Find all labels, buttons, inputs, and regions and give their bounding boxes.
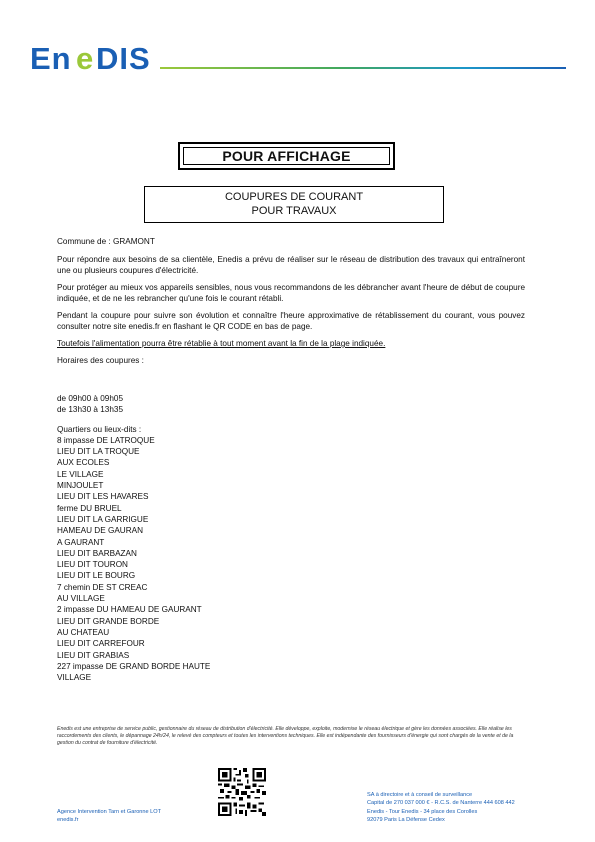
- lieu-item: 7 chemin DE ST CREAC: [57, 582, 148, 592]
- coupures-title-line1: COUPURES DE COURANT: [224, 191, 364, 203]
- lieu-item: LIEU DIT GRABIAS: [57, 650, 130, 660]
- svg-text:En: En: [30, 41, 72, 76]
- agence-info: [57, 808, 161, 824]
- footer-note: Enedis est une entreprise de service public, gestionnaire du réseau de distribution d'électricité. Elle développe, exploite, modernise le réseau électrique et gère les données associées. Elle réalise les raccordements des clients, le dépannage 24h/24, le relevé des compteurs et toutes les interventions techniques. Elle est indépendante des fournisseurs d'énergie qui sont chargés de la vente et de la gestion du contrat de fourniture d'électricité.: [57, 726, 514, 746]
- warning-text: Toutefois l'alimentation pourra être rétablie à tout moment avant la fin de la plage indiquée.: [57, 339, 386, 348]
- company-line: Capital de 270 037 000 € - R.C.S. de Nanterre 444 608 442: [367, 800, 515, 807]
- lieux-list: [57, 424, 525, 684]
- lieu-item: AU VILLAGE: [57, 594, 105, 604]
- lieu-item: LIEU DIT BARBAZAN: [57, 548, 137, 558]
- notice-body: [57, 236, 525, 683]
- lieu-item: LIEU DIT LA TROQUE: [57, 447, 140, 457]
- lieux-title: Quartiers ou lieux-dits :: [57, 424, 142, 434]
- svg-text:e: e: [76, 41, 94, 76]
- lieu-item: LE VILLAGE: [57, 469, 104, 479]
- coupures-box: [144, 186, 444, 223]
- company-info: [367, 791, 515, 824]
- agence-name: Agence Intervention Tarn et Garonne LOT: [57, 809, 162, 815]
- lieu-item: VILLAGE: [57, 673, 92, 683]
- lieu-item: AU CHATEAU: [57, 627, 110, 637]
- agence-website-link[interactable]: enedis.fr: [57, 817, 79, 823]
- lieu-item: 2 impasse DU HAMEAU DE GAURANT: [57, 605, 202, 615]
- header-rule: [160, 67, 566, 69]
- horaire-item: de 09h00 à 09h05: [57, 394, 124, 403]
- company-line: SA à directoire et à conseil de surveillance: [367, 792, 473, 798]
- company-line: 92079 Paris La Défense Cedex: [367, 816, 445, 823]
- pour-affichage-title: POUR AFFICHAGE: [222, 148, 351, 164]
- lieu-item: LIEU DIT CARREFOUR: [57, 639, 145, 649]
- company-line: Enedis - Tour Enedis - 34 place des Corolles: [367, 808, 478, 815]
- lieu-item: 227 impasse DE GRAND BORDE HAUTE: [57, 661, 211, 671]
- lieu-item: HAMEAU DE GAURAN: [57, 526, 143, 536]
- horaires-list: [57, 393, 525, 416]
- commune: Commune de : GRAMONT: [57, 237, 155, 246]
- paragraph-intro: Pour répondre aux besoins de sa clientèle, Enedis a prévu de réaliser sur le réseau de distribution des travaux qui entraîneront une ou plusieurs coupures d'électricité.: [57, 255, 525, 275]
- lieu-item: MINJOULET: [57, 481, 104, 491]
- lieu-item: AUX ECOLES: [57, 458, 110, 468]
- qr-code-icon[interactable]: [218, 768, 266, 816]
- lieu-item: LIEU DIT TOURON: [57, 560, 128, 570]
- lieu-item: LIEU DIT LES HAVARES: [57, 492, 149, 502]
- svg-text:DIS: DIS: [96, 41, 151, 76]
- lieu-item: ferme DU BRUEL: [57, 503, 122, 513]
- lieu-item: A GAURANT: [57, 537, 105, 547]
- lieu-item: LIEU DIT LA GARRIGUE: [57, 514, 149, 524]
- lieu-item: LIEU DIT GRANDE BORDE: [57, 616, 160, 626]
- paragraph-suivi: Pendant la coupure pour suivre son évolution et connaître l'heure approximative de rétablissement du courant, vous pouvez consulter notre site enedis.fr en flashant le QR CODE en bas de page.: [57, 311, 525, 331]
- enedis-logo: [30, 40, 156, 76]
- pour-affichage-box: [178, 142, 395, 170]
- horaire-item: de 13h30 à 13h35: [57, 405, 124, 415]
- horaires-title: Horaires des coupures :: [57, 356, 144, 365]
- coupures-title-line2: POUR TRAVAUX: [251, 205, 337, 217]
- paragraph-protection: Pour protéger au mieux vos appareils sensibles, nous vous recommandons de les débrancher avant l'heure de début de coupure indiquée, et de ne les rebrancher qu'une fois le courant rétabli.: [57, 283, 525, 303]
- lieu-item: LIEU DIT LE BOURG: [57, 571, 136, 581]
- lieu-item: 8 impasse DE LATROQUE: [57, 435, 155, 445]
